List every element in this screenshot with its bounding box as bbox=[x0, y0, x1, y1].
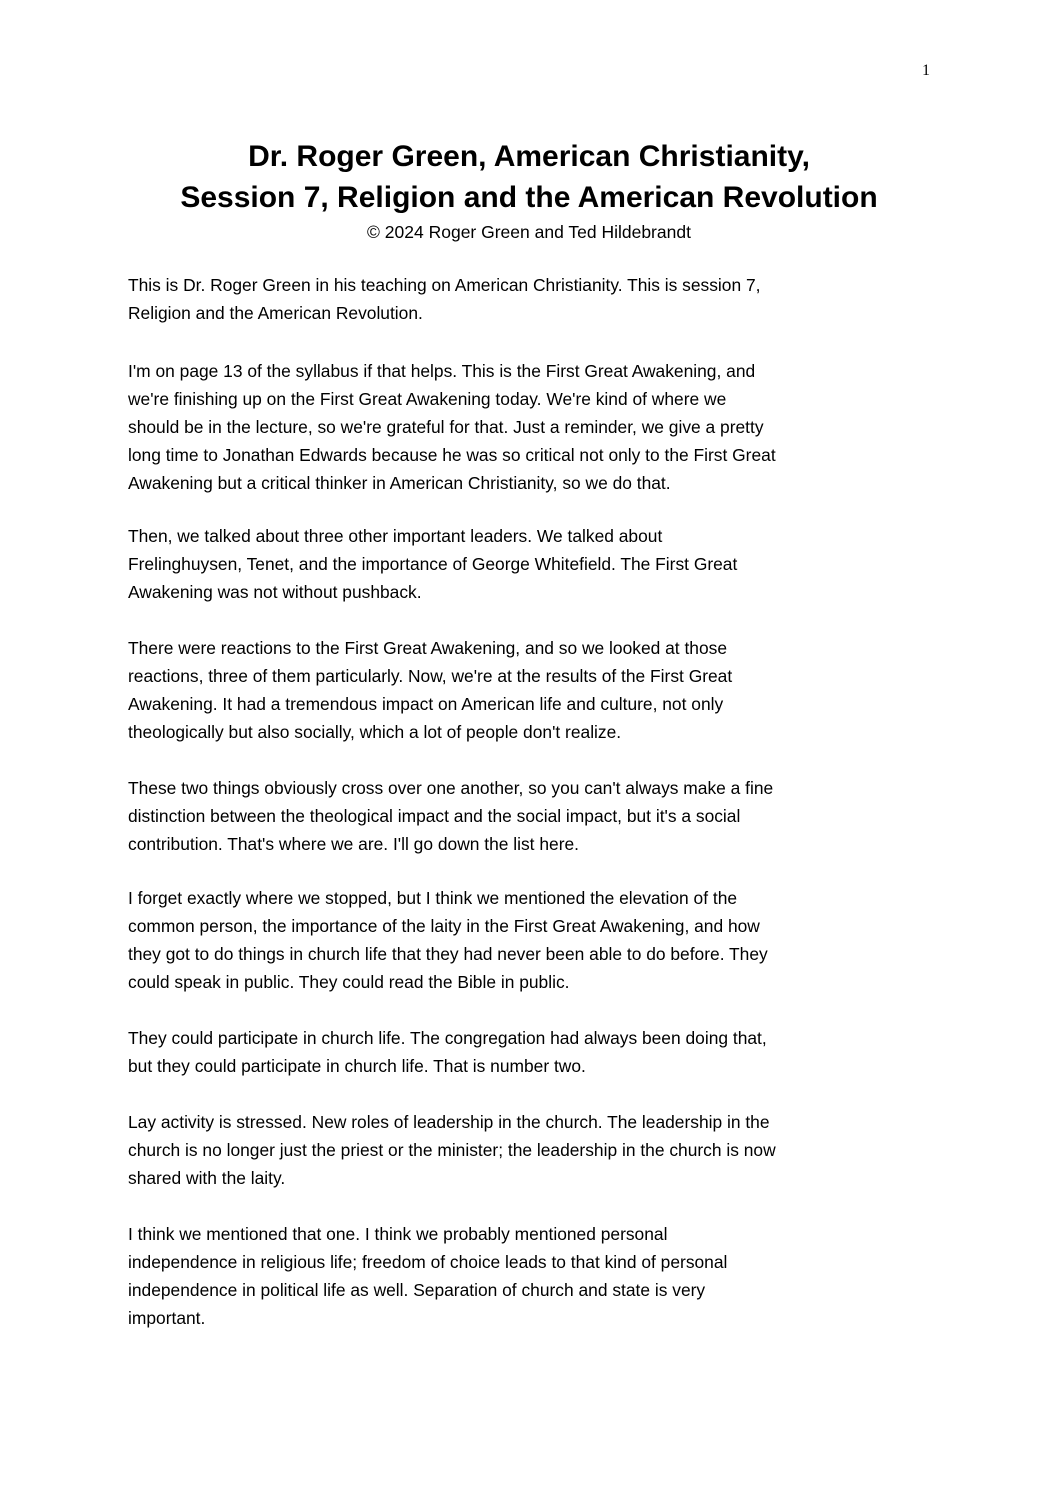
text-line: long time to Jonathan Edwards because he was so critical not only to the First Great bbox=[128, 445, 776, 465]
paragraph bbox=[128, 884, 768, 996]
document-title bbox=[0, 136, 1058, 218]
text-line: distinction between the theological impact and the social impact, but it's a social bbox=[128, 806, 741, 826]
copyright-line: © 2024 Roger Green and Ted Hildebrandt bbox=[367, 222, 691, 242]
text-line: Lay activity is stressed. New roles of leadership in the church. The leadership in the bbox=[128, 1112, 770, 1132]
text-line: church is no longer just the priest or the minister; the leadership in the church is now bbox=[128, 1140, 776, 1160]
paragraph bbox=[128, 1220, 727, 1332]
text-line: important. bbox=[128, 1308, 206, 1328]
text-line: I forget exactly where we stopped, but I think we mentioned the elevation of the bbox=[128, 888, 738, 908]
text-line: Awakening but a critical thinker in American Christianity, so we do that. bbox=[128, 473, 671, 493]
text-line: but they could participate in church life. That is number two. bbox=[128, 1056, 586, 1076]
text-line: should be in the lecture, so we're grateful for that. Just a reminder, we give a pretty bbox=[128, 417, 764, 437]
paragraph bbox=[128, 1108, 776, 1192]
title-line: Dr. Roger Green, American Christianity, bbox=[248, 140, 810, 173]
paragraph bbox=[128, 357, 776, 497]
text-line: This is Dr. Roger Green in his teaching on American Christianity. This is session 7, bbox=[128, 275, 761, 295]
text-line: I'm on page 13 of the syllabus if that helps. This is the First Great Awakening, and bbox=[128, 361, 756, 381]
text-line: they got to do things in church life that they had never been able to do before. They bbox=[128, 944, 768, 964]
text-line: Awakening. It had a tremendous impact on American life and culture, not only bbox=[128, 694, 724, 714]
text-line: These two things obviously cross over one another, so you can't always make a fine bbox=[128, 778, 774, 798]
text-line: There were reactions to the First Great Awakening, and so we looked at those bbox=[128, 638, 728, 658]
text-line: we're finishing up on the First Great Awakening today. We're kind of where we bbox=[128, 389, 727, 409]
text-line: independence in religious life; freedom of choice leads to that kind of personal bbox=[128, 1252, 728, 1272]
paragraph bbox=[128, 774, 773, 858]
text-line: could speak in public. They could read the Bible in public. bbox=[128, 972, 570, 992]
text-line: Then, we talked about three other important leaders. We talked about bbox=[128, 526, 663, 546]
text-line: common person, the importance of the laity in the First Great Awakening, and how bbox=[128, 916, 760, 936]
text-line: I think we mentioned that one. I think we probably mentioned personal bbox=[128, 1224, 668, 1244]
paragraph bbox=[128, 1024, 767, 1080]
text-line: shared with the laity. bbox=[128, 1168, 286, 1188]
page-number: 1 bbox=[922, 62, 930, 79]
text-line: reactions, three of them particularly. Now, we're at the results of the First Great bbox=[128, 666, 733, 686]
text-line: Awakening was not without pushback. bbox=[128, 582, 422, 602]
text-line: Frelinghuysen, Tenet, and the importance of George Whitefield. The First Great bbox=[128, 554, 738, 574]
text-line: Religion and the American Revolution. bbox=[128, 303, 423, 323]
paragraph bbox=[128, 522, 737, 606]
title-line: Session 7, Religion and the American Revolution bbox=[180, 181, 878, 214]
paragraph bbox=[128, 634, 732, 746]
text-line: independence in political life as well. Separation of church and state is very bbox=[128, 1280, 706, 1300]
text-line: contribution. That's where we are. I'll go down the list here. bbox=[128, 834, 579, 854]
paragraph bbox=[128, 271, 760, 327]
text-line: theologically but also socially, which a lot of people don't realize. bbox=[128, 722, 622, 742]
text-line: They could participate in church life. The congregation had always been doing that, bbox=[128, 1028, 767, 1048]
